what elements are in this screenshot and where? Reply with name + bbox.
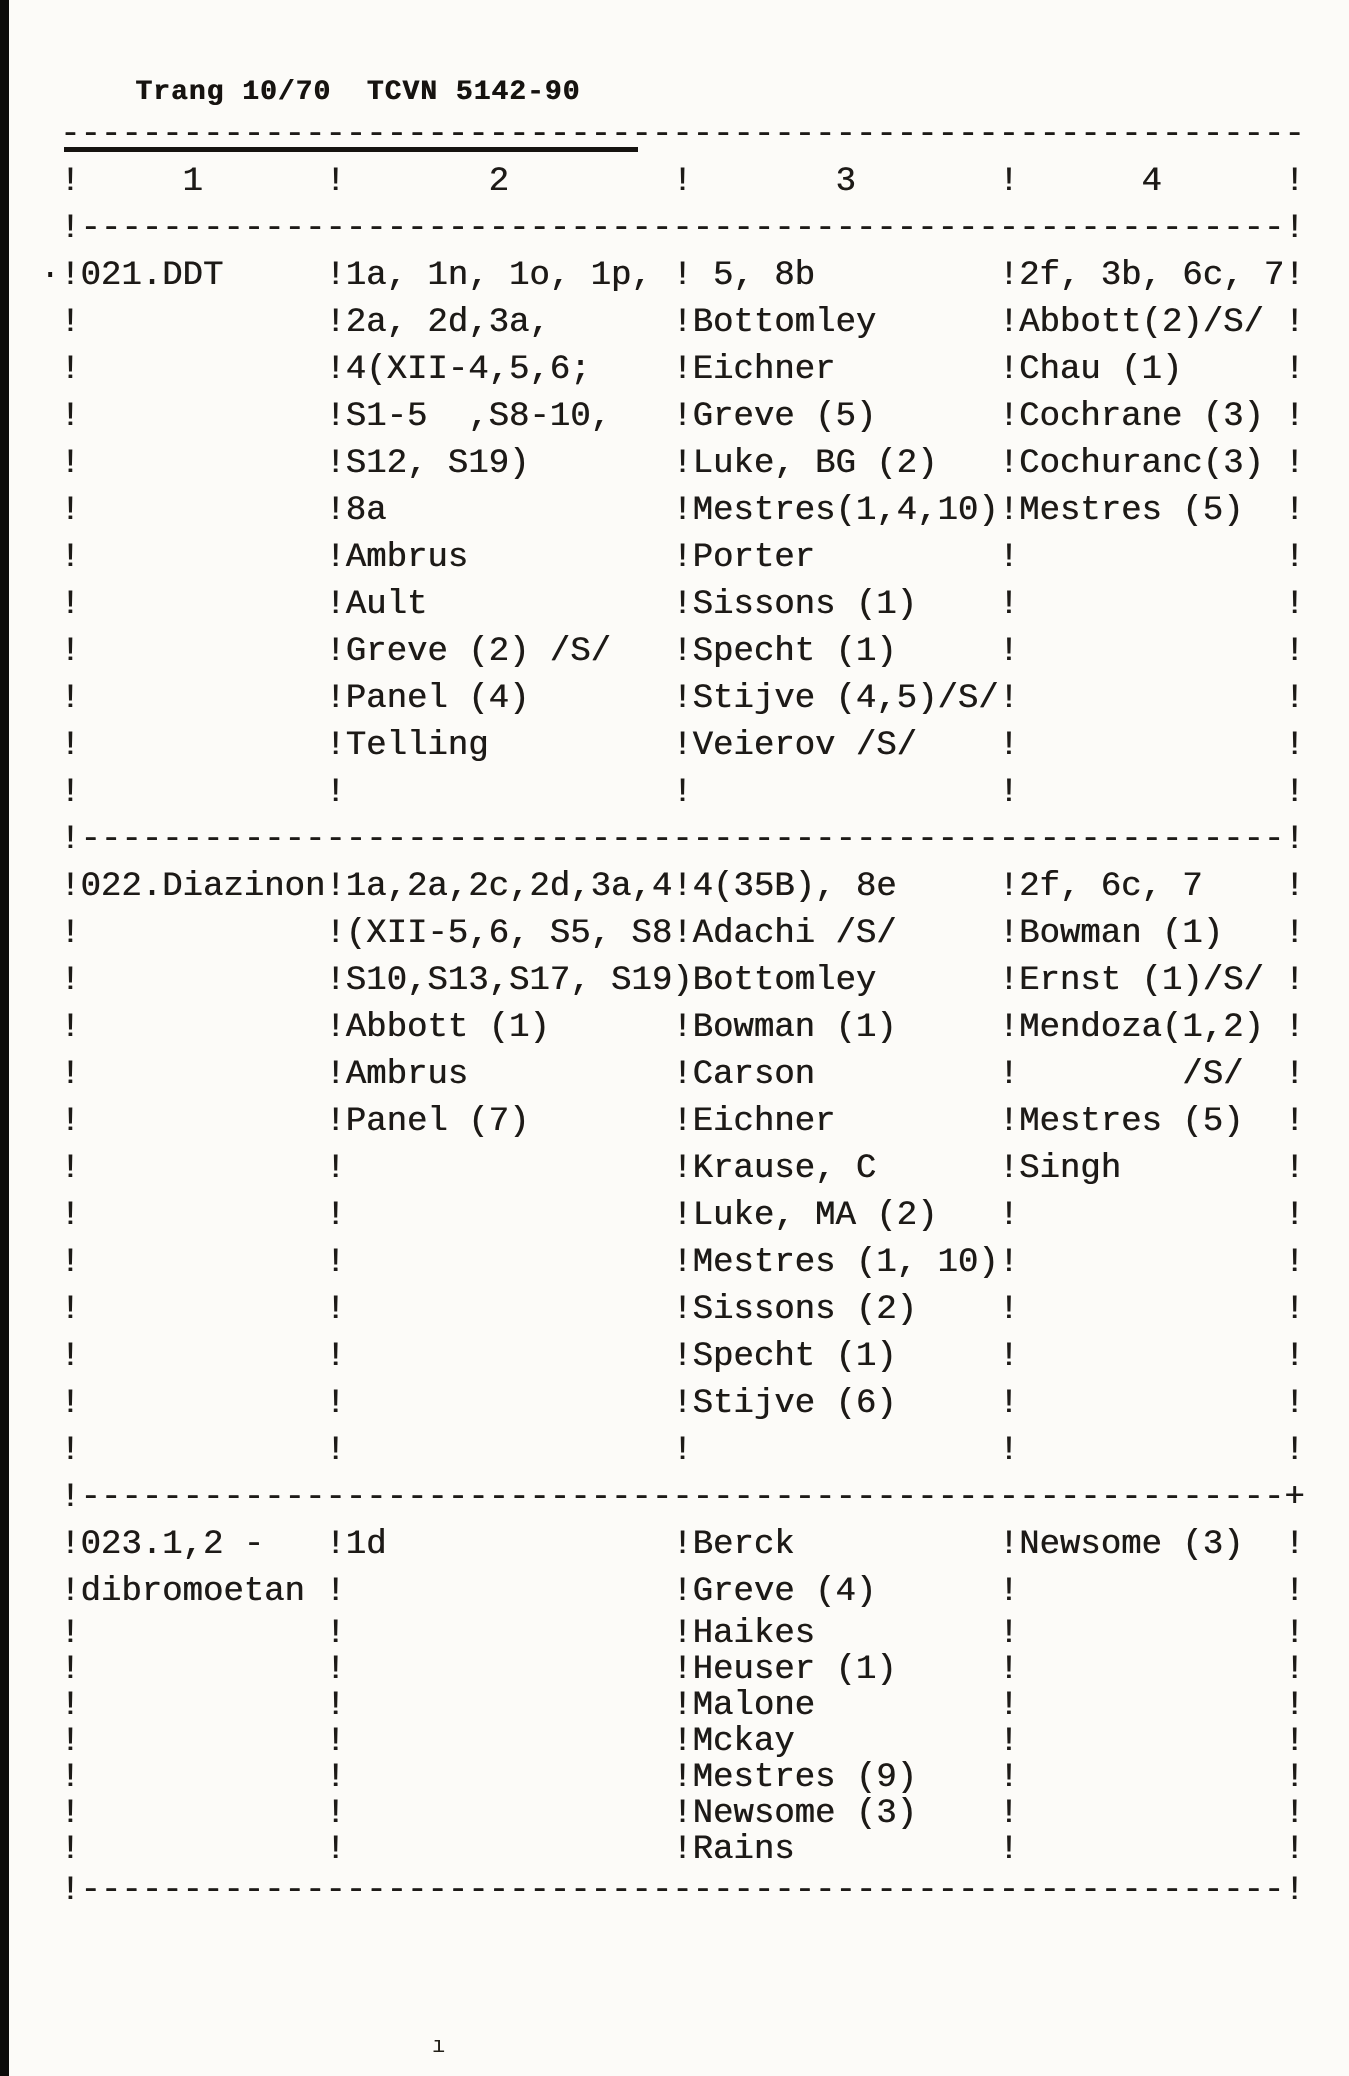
table-line: ! 1 ! 2 ! 3 ! 4 ! — [60, 163, 1305, 201]
table-line: !dibromoetan ! !Greve (4) ! ! — [60, 1573, 1305, 1611]
table-rule-line: !-----------------------------------------------------------! — [60, 210, 1305, 248]
table-line: !023.1,2 - !1d !Berck !Newsome (3) ! — [60, 1526, 1305, 1564]
table-line: ! !Panel (4) !Stijve (4,5)/S/! ! — [60, 680, 1305, 718]
table-line: ! !S10,S13,S17, S19)Bottomley !Ernst (1)/S/ ! — [60, 962, 1305, 1000]
table-line: ! ! !Rains ! ! — [60, 1831, 1305, 1869]
table-line: ! !8a !Mestres(1,4,10)!Mestres (5) ! — [60, 492, 1305, 530]
data-table — [60, 112, 1305, 1915]
table-line: ! ! ! ! ! — [60, 1432, 1305, 1470]
table-rule-line: !-----------------------------------------------------------+ — [60, 1479, 1305, 1517]
page-header-text: Trang 10/70 TCVN 5142-90 — [135, 77, 581, 108]
table-line: ! ! !Haikes ! ! — [60, 1615, 1305, 1653]
table-line: ! ! !Specht (1) ! ! — [60, 1338, 1305, 1376]
table-line: ! !Panel (7) !Eichner !Mestres (5) ! — [60, 1103, 1305, 1141]
table-line: ! ! !Krause, C !Singh ! — [60, 1150, 1305, 1188]
margin-dot-artifact: . — [40, 250, 61, 288]
table-line: ! !Telling !Veierov /S/ ! ! — [60, 727, 1305, 765]
table-rule-line: !-----------------------------------------------------------! — [60, 821, 1305, 859]
table-line: ! !(XII-5,6, S5, S8!Adachi /S/ !Bowman (1) ! — [60, 915, 1305, 953]
table-rule-line: ------------------------------------------------------------- — [60, 116, 1305, 154]
table-line: ! !2a, 2d,3a, !Bottomley !Abbott(2)/S/ ! — [60, 304, 1305, 342]
scan-edge-artifact — [0, 0, 9, 2076]
table-line: ! ! !Mestres (9) ! ! — [60, 1759, 1305, 1797]
table-line: ! !4(XII-4,5,6; !Eichner !Chau (1) ! — [60, 351, 1305, 389]
table-line: ! ! !Stijve (6) ! ! — [60, 1385, 1305, 1423]
table-line: !021.DDT !1a, 1n, 1o, 1p, ! 5, 8b !2f, 3b, 6c, 7! — [60, 257, 1305, 295]
table-line: ! ! !Luke, MA (2) ! ! — [60, 1197, 1305, 1235]
table-line: ! !S1-5 ,S8-10, !Greve (5) !Cochrane (3) ! — [60, 398, 1305, 436]
table-line: ! ! !Mckay ! ! — [60, 1723, 1305, 1761]
table-line: ! !Abbott (1) !Bowman (1) !Mendoza(1,2) ! — [60, 1009, 1305, 1047]
table-line: ! ! !Mestres (1, 10)! ! — [60, 1244, 1305, 1282]
table-line: ! !Ault !Sissons (1) ! ! — [60, 586, 1305, 624]
table-rule-line: !-----------------------------------------------------------! — [60, 1872, 1305, 1910]
table-line: ! !Ambrus !Porter ! ! — [60, 539, 1305, 577]
table-line: ! !Ambrus !Carson ! /S/ ! — [60, 1056, 1305, 1094]
table-line: !022.Diazinon!1a,2a,2c,2d,3a,4!4(35B), 8e !2f, 6c, 7 ! — [60, 868, 1305, 906]
bottom-edge-artifact: ı — [432, 2034, 446, 2059]
table-line: ! ! !Newsome (3) ! ! — [60, 1795, 1305, 1833]
table-line: ! !S12, S19) !Luke, BG (2) !Cochuranc(3) ! — [60, 445, 1305, 483]
table-line: ! ! !Heuser (1) ! ! — [60, 1651, 1305, 1689]
table-line: ! !Greve (2) /S/ !Specht (1) ! ! — [60, 633, 1305, 671]
table-line: ! ! !Sissons (2) ! ! — [60, 1291, 1305, 1329]
table-line: ! ! ! ! ! — [60, 774, 1305, 812]
table-line: ! ! !Malone ! ! — [60, 1687, 1305, 1725]
